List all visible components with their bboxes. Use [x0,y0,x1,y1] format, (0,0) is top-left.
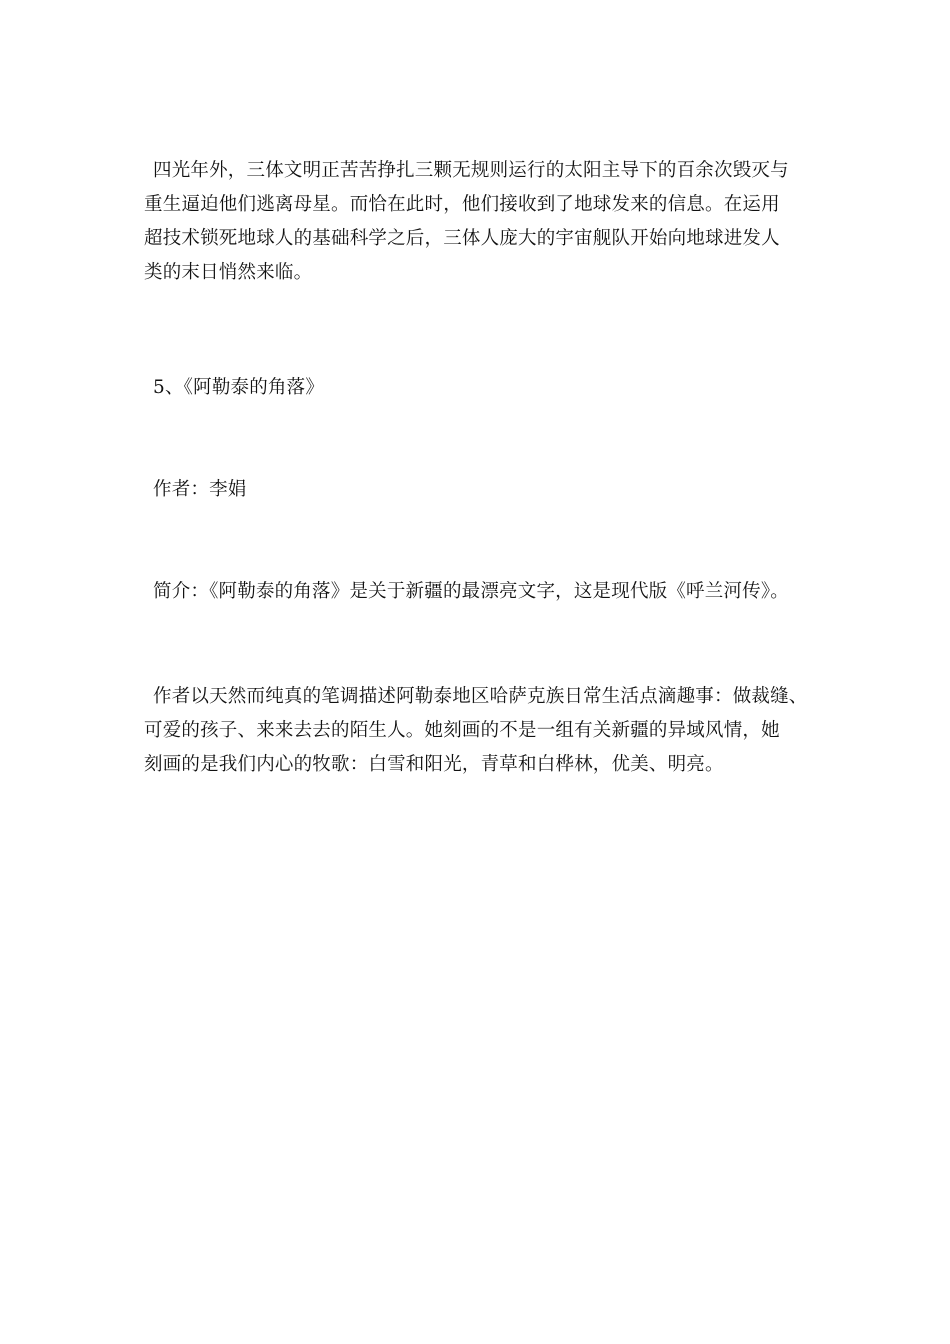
paragraph-altay-description [144,680,834,782]
paragraph-line: 重生逼迫他们逃离母星。而恰在此时，他们接收到了地球发来的信息。在运用 [144,194,780,215]
paragraph-line: 四光年外，三体文明正苦苦挣扎三颗无规则运行的太阳主导下的百余次毁灭与 [153,160,789,181]
paragraph-line: 刻画的是我们内心的牧歌：白雪和阳光，青草和白桦林，优美、明亮。 [144,754,724,775]
author-line: 作者：李娟 [153,479,247,500]
intro-line: 简介：《阿勒泰的角落》是关于新疆的最漂亮文字，这是现代版《呼兰河传》。 [153,581,790,602]
paragraph-line: 超技术锁死地球人的基础科学之后，三体人庞大的宇宙舰队开始向地球进发人 [144,228,780,249]
section-heading: 5、《阿勒泰的角落》 [153,377,325,398]
paragraph-line: 类的末日悄然来临。 [144,262,313,283]
paragraph-line: 可爱的孩子、来来去去的陌生人。她刻画的不是一组有关新疆的异域风情，她 [144,720,780,741]
paragraph-line: 作者以天然而纯真的笔调描述阿勒泰地区哈萨克族日常生活点滴趣事：做裁缝、 [153,686,808,707]
paragraph-santi-summary [144,154,834,290]
